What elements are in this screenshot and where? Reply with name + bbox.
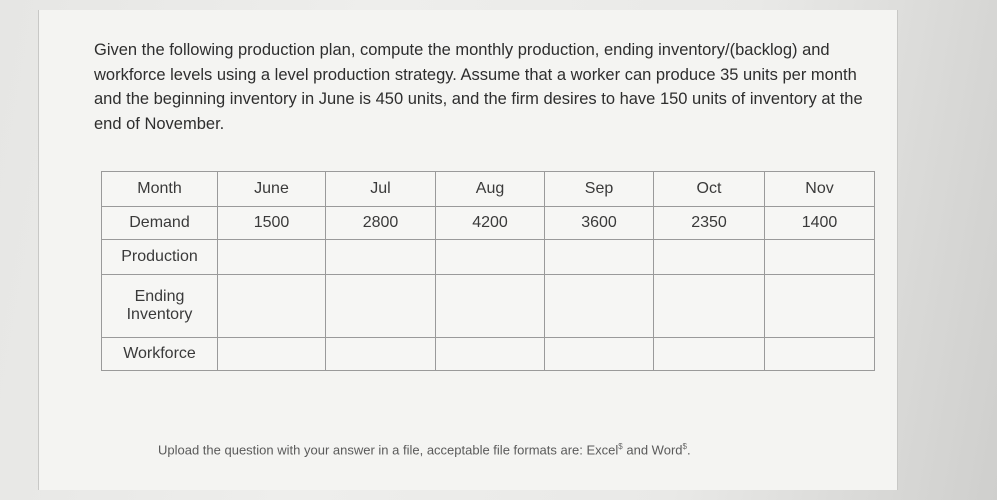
production-cell[interactable] — [545, 240, 654, 275]
production-cell[interactable] — [765, 240, 875, 275]
upload-instructions-text: Upload the question with your answer in a file, acceptable file formats are: Excel — [158, 442, 619, 458]
table-row-ending-inventory — [102, 275, 875, 338]
demand-cell: 1400 — [765, 207, 875, 240]
table-row-month — [102, 172, 875, 207]
upload-instructions-end: . — [686, 442, 691, 458]
dollar-mark: $ — [618, 442, 623, 451]
table-row-production — [102, 240, 875, 275]
upload-instructions — [158, 442, 691, 457]
workforce-cell[interactable] — [545, 338, 654, 371]
workforce-cell[interactable] — [218, 338, 326, 371]
month-header: Aug — [436, 172, 545, 207]
production-cell[interactable] — [218, 240, 326, 275]
workforce-cell[interactable] — [654, 338, 765, 371]
month-header: June — [218, 172, 326, 207]
row-label-ending-inventory: Ending Inventory — [102, 275, 218, 338]
ending-inventory-cell[interactable] — [436, 275, 545, 338]
workforce-cell[interactable] — [436, 338, 545, 371]
row-label-demand: Demand — [102, 207, 218, 240]
ending-inventory-cell[interactable] — [326, 275, 436, 338]
demand-cell: 3600 — [545, 207, 654, 240]
month-header: Jul — [326, 172, 436, 207]
demand-cell: 4200 — [436, 207, 545, 240]
row-label-workforce: Workforce — [102, 338, 218, 371]
production-cell[interactable] — [436, 240, 545, 275]
demand-cell: 2800 — [326, 207, 436, 240]
ending-inventory-cell[interactable] — [545, 275, 654, 338]
question-text: Given the following production plan, compute the monthly production, ending inventory/(backlog) and workforce levels using a level production strategy. Assume that a worker can produce 35 units per month and the beginning inventory in June is 450 units, and the firm desires to have 150 units of inventory at the end of November. — [94, 41, 863, 133]
table-row-demand — [102, 207, 875, 240]
row-label-production: Production — [102, 240, 218, 275]
production-cell[interactable] — [326, 240, 436, 275]
workforce-cell[interactable] — [326, 338, 436, 371]
month-header: Oct — [654, 172, 765, 207]
dollar-mark: $ — [682, 442, 687, 451]
demand-cell: 2350 — [654, 207, 765, 240]
month-header: Nov — [765, 172, 875, 207]
month-header: Sep — [545, 172, 654, 207]
ending-inventory-cell[interactable] — [218, 275, 326, 338]
production-cell[interactable] — [654, 240, 765, 275]
table-row-workforce — [102, 338, 875, 371]
workforce-cell[interactable] — [765, 338, 875, 371]
row-label-month: Month — [102, 172, 218, 207]
ending-inventory-cell[interactable] — [654, 275, 765, 338]
upload-instructions-and: and Word — [626, 442, 683, 458]
ending-inventory-cell[interactable] — [765, 275, 875, 338]
production-plan-table — [101, 171, 875, 371]
demand-cell: 1500 — [218, 207, 326, 240]
